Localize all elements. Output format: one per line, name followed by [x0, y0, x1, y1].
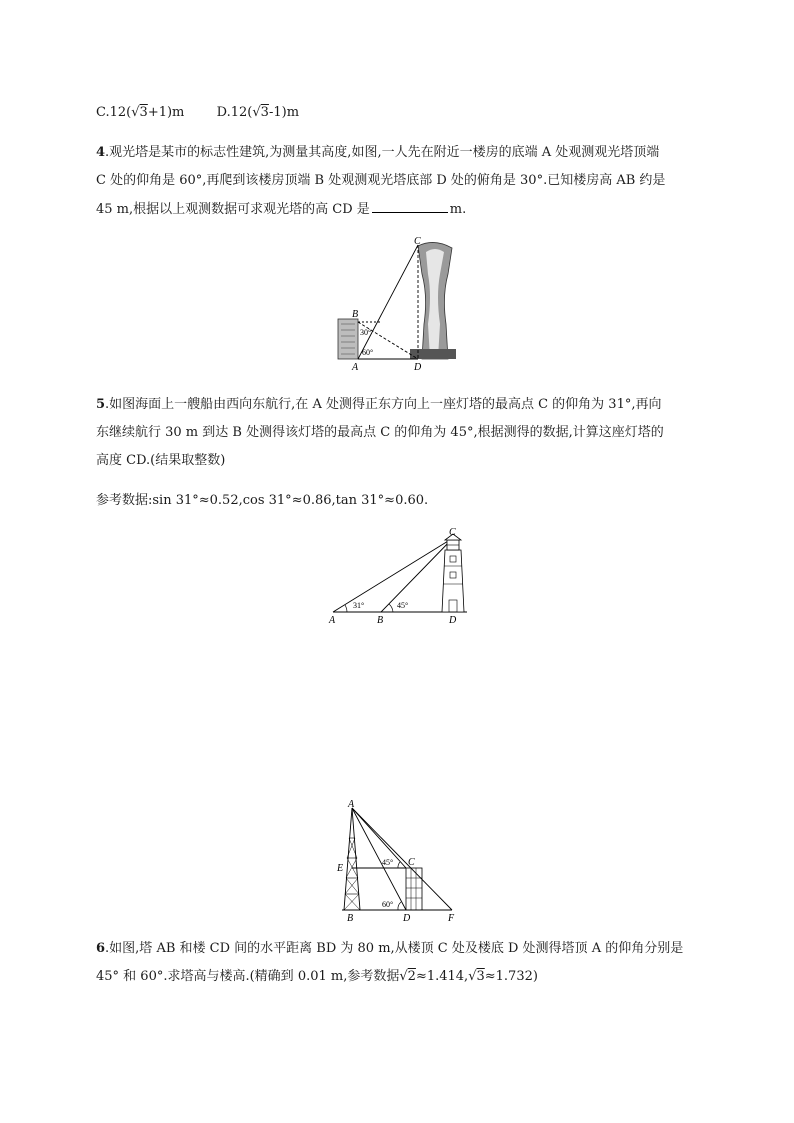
label-a: A [329, 615, 336, 626]
q4-line-2: C 处的仰角是 60°,再爬到该楼房顶端 B 处观测观光塔底部 D 处的俯角是 30°.已知楼房高 AB 约是 [96, 173, 666, 188]
label-b: B [347, 913, 354, 924]
label-e: E [337, 863, 344, 874]
building-cd [406, 868, 422, 910]
answer-blank[interactable] [372, 200, 448, 213]
q4-line-1: 4.观光塔是某市的标志性建筑,为测量其高度,如图,一人先在附近一楼房的底端 A 处观测观光塔顶端 [96, 145, 660, 160]
label-b: B [377, 615, 384, 626]
option-c: C.12(√3+1)m [96, 105, 185, 120]
angle-45: 45° [382, 858, 394, 867]
q4-tower-cd [410, 242, 456, 359]
q6-figure [334, 798, 462, 924]
label-c: C [414, 236, 421, 247]
q5-reference-data: 参考数据:sin 31°≈0.52,cos 31°≈0.86,tan 31°≈0.60. [96, 493, 429, 508]
label-a: A [352, 362, 359, 373]
angle-45: 45° [397, 601, 409, 610]
q6-line-1: 6.如图,塔 AB 和楼 CD 间的水平距离 BD 为 80 m,从楼顶 C 处及楼底 D 处测得塔顶 A 的仰角分别是 [96, 941, 684, 956]
q5-line-1: 5.如图海面上一艘船由西向东航行,在 A 处测得正东方向上一座灯塔的最高点 C 的仰角为 31°,再向 [96, 397, 662, 412]
line-ac [333, 538, 453, 612]
label-a: A [348, 799, 355, 810]
q5-line-2: 东继续航行 30 m 到达 B 处测得该灯塔的最高点 C 的仰角为 45°,根据测得的数据,计算这座灯塔的 [96, 425, 664, 440]
angle-60: 60° [382, 900, 394, 909]
angle-30: 30° [360, 328, 372, 337]
label-c: C [449, 527, 456, 538]
label-d: D [403, 913, 411, 924]
angle-60: 60° [362, 348, 374, 357]
line-ac [358, 245, 418, 359]
label-b: B [352, 309, 359, 320]
q4-building-ab [338, 319, 358, 359]
label-d: D [414, 362, 422, 373]
q4-figure [330, 234, 465, 374]
label-d: D [449, 615, 457, 626]
q6-line-2: 45° 和 60°.求塔高与楼高.(精确到 0.01 m,参考数据√2≈1.414,√3≈1.732) [96, 969, 538, 984]
q5-figure [325, 526, 475, 628]
option-d: D.12(√3-1)m [216, 105, 300, 120]
q5-line-3: 高度 CD.(结果取整数) [96, 453, 226, 468]
angle-31: 31° [353, 601, 365, 610]
tower-ab [344, 808, 360, 910]
label-c: C [408, 857, 415, 868]
line-af [352, 808, 452, 910]
answer-options [96, 104, 299, 122]
label-f: F [448, 913, 455, 924]
q4-line-3: 45 m,根据以上观测数据可求观光塔的高 CD 是 m. [96, 202, 467, 217]
